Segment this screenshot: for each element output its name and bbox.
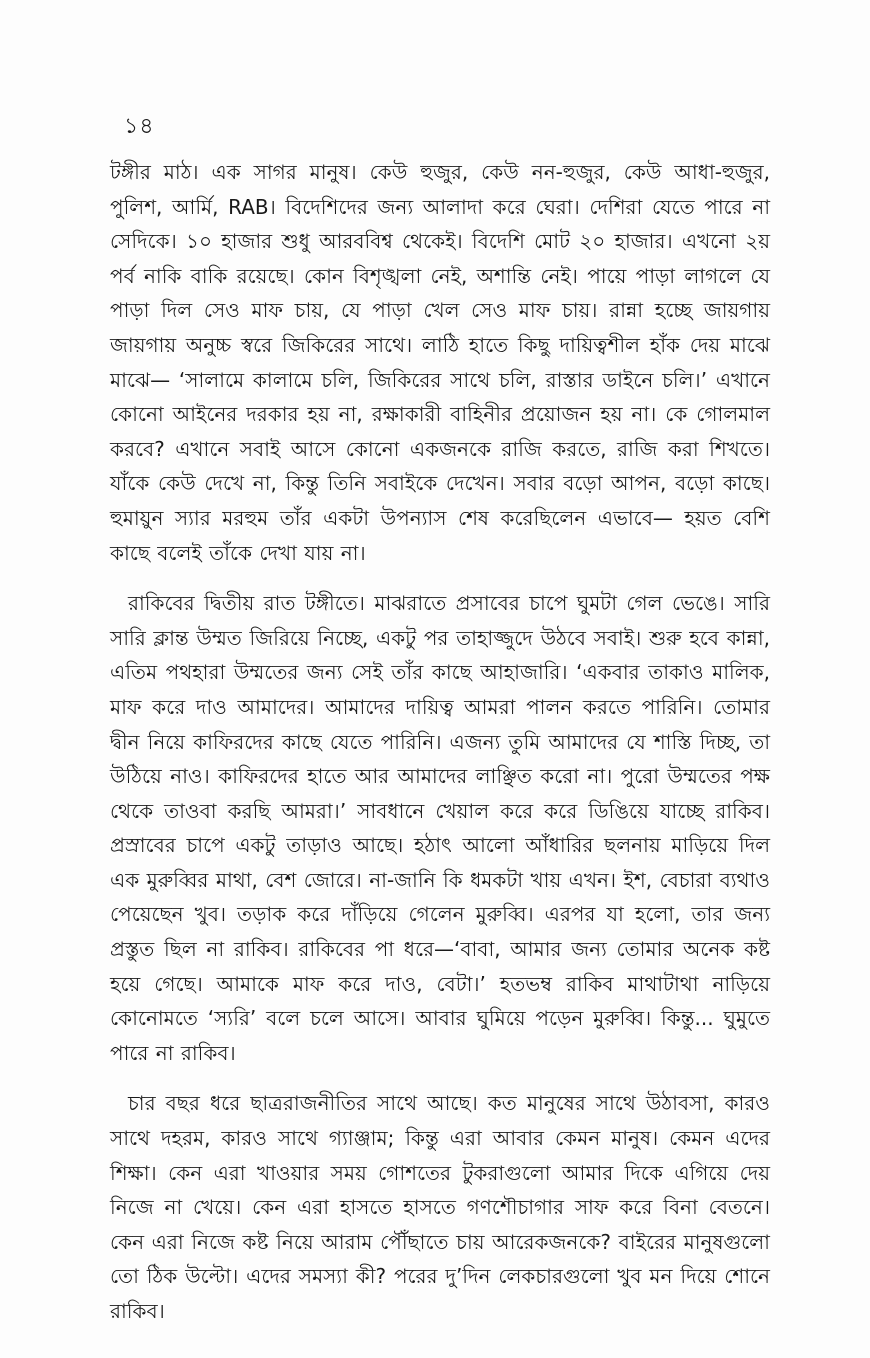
body-text [110,155,770,1345]
page-number: ১৪ [124,114,155,139]
paragraph-1: টঙ্গীর মাঠ। এক সাগর মানুষ। কেউ হুজুর, কেউ নন-হুজুর, কেউ আধা-হুজুর, পুলিশ, আর্মি, RAB। বিদেশিদের জন্য আলাদা করে ঘেরা। দেশিরা যেতে পারে না সেদিকে। ১০ হাজার শুধু আরববিশ্ব থেকেই। বিদেশি মোট ২০ হাজার। এখনো ২য় পর্ব নাকি বাকি রয়েছে। কোন বিশৃঙ্খলা নেই, অশান্তি নেই। পায়ে পাড়া লাগলে যে পাড়া দিল সেও মাফ চায়, যে পাড়া খেল সেও মাফ চায়। রান্না হচ্ছে জায়গায় জায়গায় অনুচ্চ স্বরে জিকিরের সাথে। লাঠি হাতে কিছু দায়িত্বশীল হাঁক দেয় মাঝে মাঝে— ‘সালামে কালামে চলি, জিকিরের সাথে চলি, রাস্তার ডাইনে চলি।’ এখানে কোনো আইনের দরকার হয় না, রক্ষাকারী বাহিনীর প্রয়োজন হয় না। কে গোলমাল করবে? এখানে সবাই আসে কোনো একজনকে রাজি করতে, রাজি করা শিখতে। যাঁকে কেউ দেখে না, কিন্তু তিনি সবাইকে দেখেন। সবার বড়ো আপন, বড়ো কাছে। হুমায়ুন স্যার মরহুম তাঁর একটা উপন্যাস শেষ করেছিলেন এভাবে— হয়ত বেশি কাছে বলেই তাঁকে দেখা যায় না। [110,160,770,565]
paragraph-2: রাকিবের দ্বিতীয় রাত টঙ্গীতে। মাঝরাতে প্রসাবের চাপে ঘুমটা গেল ভেঙে। সারি সারি ক্লান্ত উম্মত জিরিয়ে নিচ্ছে, একটু পর তাহাজ্জুদে উঠবে সবাই। শুরু হবে কান্না, এতিম পথহারা উম্মতের জন্য সেই তাঁর কাছে আহাজারি। ‘একবার তাকাও মালিক, মাফ করে দাও আমাদের। আমাদের দায়িত্ব আমরা পালন করতে পারিনি। তোমার দ্বীন নিয়ে কাফিরদের কাছে যেতে পারিনি। এজন্য তুমি আমাদের যে শাস্তি দিচ্ছ, তা উঠিয়ে নাও। কাফিরদের হাতে আর আমাদের লাঞ্ছিত করো না। পুরো উম্মতের পক্ষ থেকে তাওবা করছি আমরা।’ সাবধানে খেয়াল করে করে ডিঙিয়ে যাচ্ছে রাকিব। প্রস্রাবের চাপে একটু তাড়াও আছে। হঠাৎ আলো আঁধারির ছলনায় মাড়িয়ে দিল এক মুরুব্বির মাথা, বেশ জোরে। না-জানি কি ধমকটা খায় এখন। ইশ, বেচারা ব্যথাও পেয়েছেন খুব। তড়াক করে দাঁড়িয়ে গেলেন মুরুব্বি। এরপর যা হলো, তার জন্য প্রস্তুত ছিল না রাকিব। রাকিবের পা ধরে—‘বাবা, আমার জন্য তোমার অনেক কষ্ট হয়ে গেছে। আমাকে মাফ করে দাও, বেটা।’ হতভম্ব রাকিব মাথাটাথা নাড়িয়ে কোনোমতে ‘স্যরি’ বলে চলে আসে। আবার ঘুমিয়ে পড়েন মুরুব্বি। কিন্তু... ঘুমুতে পারে না রাকিব। [110,591,770,1065]
paragraph-3: চার বছর ধরে ছাত্ররাজনীতির সাথে আছে। কত মানুষের সাথে উঠাবসা, কারও সাথে দহরম, কারও সাথে গ্যাঞ্জাম; কিন্তু এরা আবার কেমন মানুষ। কেমন এদের শিক্ষা। কেন এরা খাওয়ার সময় গোশতের টুকরাগুলো আমার দিকে এগিয়ে দেয় নিজে না খেয়ে। কেন এরা হাসতে হাসতে গণশৌচাগার সাফ করে বিনা বেতনে। কেন এরা নিজে কষ্ট নিয়ে আরাম পৌঁছাতে চায় আরেকজনকে? বাইরের মানুষগুলো তো ঠিক উল্টো। এদের সমস্যা কী? পরের দু’দিন লেকচারগুলো খুব মন দিয়ে শোনে রাকিব। [110,1091,770,1323]
